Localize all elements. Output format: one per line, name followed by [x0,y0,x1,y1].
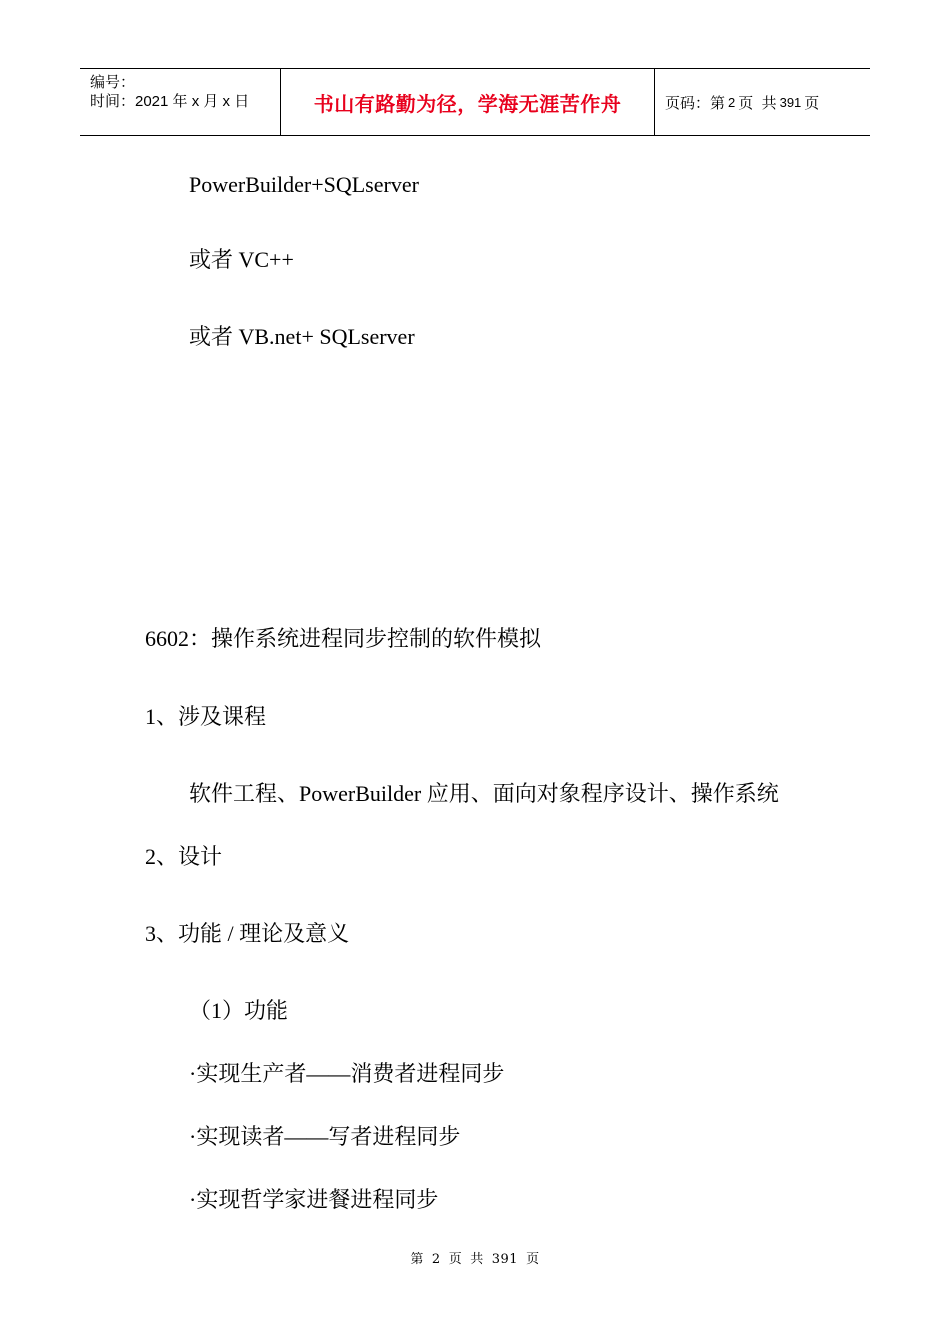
tech-line-1: PowerBuilder+SQLserver [189,172,419,197]
page-label-prefix: 页码：第 [665,94,726,112]
courses-list: 软件工程、PowerBuilder 应用、面向对象程序设计、操作系统 [189,781,779,806]
header-meta [80,69,281,135]
page-footer [0,1248,950,1267]
serial-label: 编号： [90,74,136,91]
footer-mid1: 页 [448,1252,463,1267]
header-motto: 书山有路勤为径，学海无涯苦作舟 [313,91,622,116]
bullet-reader-writer: ·实现读者——写者进程同步 [189,1124,461,1149]
footer-prefix: 第 [410,1252,424,1267]
footer-suffix: 页 [526,1252,540,1267]
bullet-dining-philosophers: ·实现哲学家进餐进程同步 [189,1187,439,1212]
bullet-producer-consumer: ·实现生产者——消费者进程同步 [189,1061,505,1086]
footer-mid2: 共 [470,1252,484,1267]
tech-line-2: 或者 VC++ [189,247,294,272]
footer-current: 2 [431,1252,441,1267]
page-header [80,68,870,136]
header-motto-cell [281,69,655,135]
page-current: 2 [728,94,736,110]
footer-total: 391 [491,1252,519,1267]
item-function: 3、功能 / 理论及意义 [145,921,350,946]
section-title: 6602：操作系统进程同步控制的软件模拟 [145,626,542,651]
page-label-suffix: 页 [804,94,820,112]
date-label: 时间：2021 年 x 月 x 日 [90,93,250,110]
tech-line-3: 或者 VB.net+ SQLserver [189,324,415,349]
page-total: 391 [779,94,802,110]
item-design: 2、设计 [145,844,223,869]
item-courses: 1、涉及课程 [145,704,267,729]
page-label-mid: 页 共 [738,94,777,112]
subitem-function: （1）功能 [189,998,289,1023]
header-page-info [655,69,870,135]
